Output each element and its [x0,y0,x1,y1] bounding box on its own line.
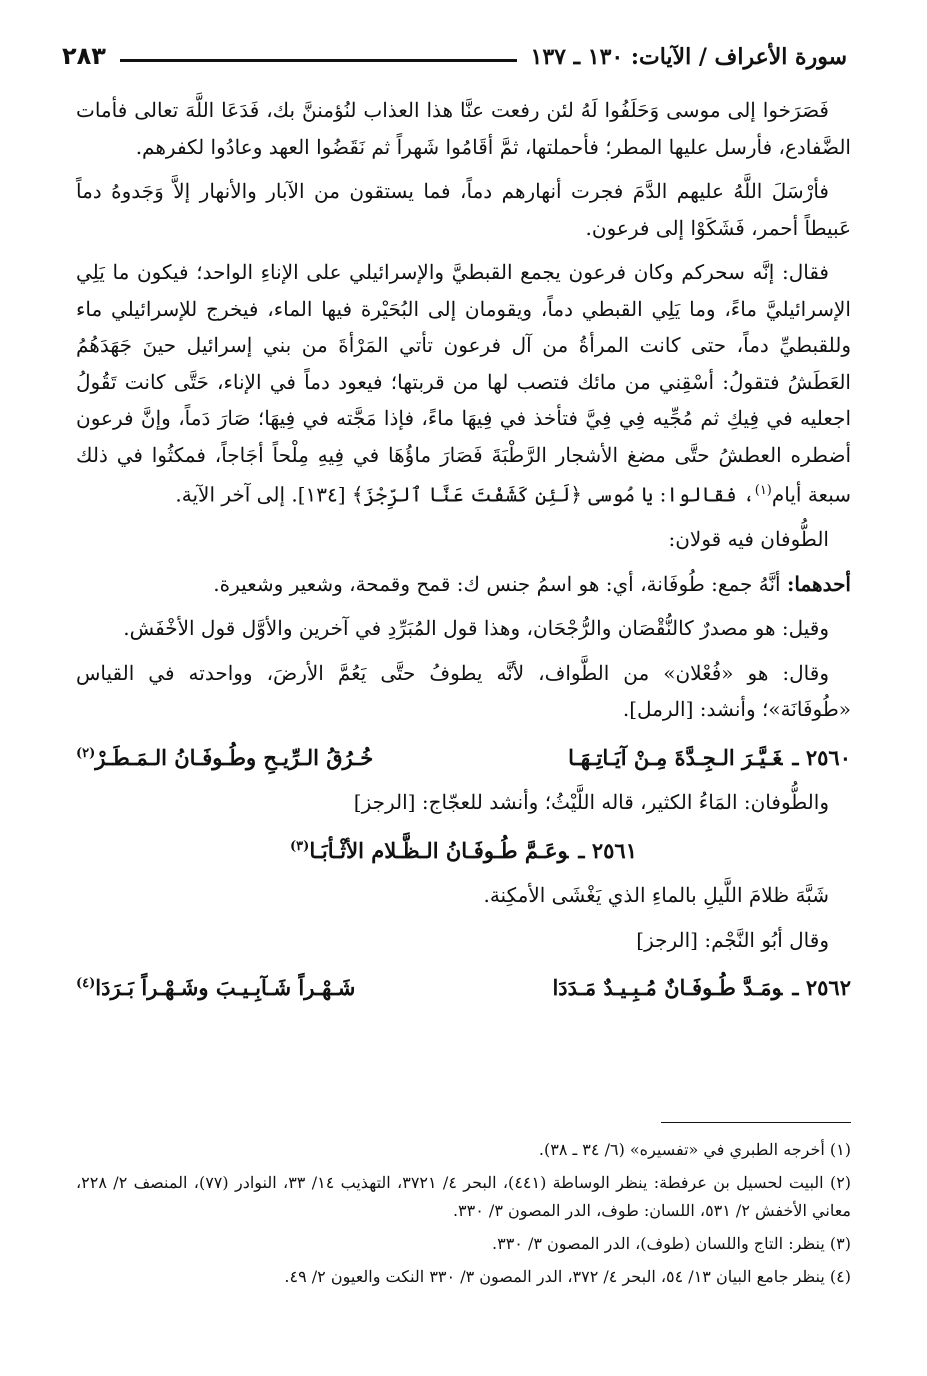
verse-text: ومَـدَّ طُـوفَـانٌ مُـبِـيـدٌ مَـدَدَا [552,975,783,1001]
poem-verse-2561 [76,829,851,870]
footnote: (٤) ينظر جامع البيان ١٣/ ٥٤، البحر ٤/ ٣٧٢، الدر المصون ٣/ ٣٣٠ النكت والعيون ٢/ ٤٩. [284,1267,851,1286]
poem-verse-2560 [76,736,851,777]
paragraph: والطُّوفان: المَاءُ الكثير، قاله اللَّيْثُ؛ وأنشد للعجّاج: [الرجز] [353,790,829,815]
paragraph: فأرْسَلَ اللَّهُ عليهم الدَّمَ فجرت أنهارهم دماً، فما يستقون من الآبار والأنهار إلاَّ وَجَدوهُ دماً عَبيطاً أحمر، فَشَكَوْا إلى فرعون. [76,179,851,240]
footnote: (٣) ينظر: التاج واللسان (طوف)، الدر المصون ٣/ ٣٣٠. [492,1234,851,1253]
verse-number: ٢٥٦٠ ـ [792,744,851,770]
paragraph: وقال: هو «فُعْلان» من الطَّواف، لأنَّه يطوفُ حتَّى يَعُمَّ الأرضَ، وواحدته في القياس «طُوفَانَة»؛ وأنشد: [الرمل]. [76,660,851,722]
ahaduhuma-label: أحدهما: [786,571,851,596]
verse-text: غَـيَّـرَ الـجِـدَّةَ مِـنْ آيَـاتِـهَـا [568,744,783,770]
paragraph: شَبَّهَ ظلامَ اللَّيلِ بالماءِ الذي يَغْشَى الأمكِنة. [483,883,829,908]
paragraph [76,566,851,603]
main-text [76,92,851,1015]
paragraph-text: فقال: إنَّه سحركم وكان فرعون يجمع القبطيَّ والإسرائيلي على الإناءِ الواحد؛ فيكون ما يَلِي الإسرائيليَّ ماءً، وما يَلِي القبطي دماً، ويقومان إلى البُحَيْرة فيها الماء، فيخرج للإسرائيلي ماء وللقبطيِّ دماً، حتى كانت المرأةُ من آل فرعون تأتي المَرْأةَ من بني إسرائيل حينَ جَهَدَهُمُ العَطَشُ فتقولُ: أسْقِني من مائك فتصب لها من قربتها؛ فيعود دماً في الإناء، حَتَّى كانت تَقُولُ اجعليه في فِيكِ ثم مُجِّيه فِي فِيَّ فتأخذ في فِيهَا ماءً، فإذا مَجَّته في فِيهَا؛ صَارَ دَماً، وإنَّ فرعون أضطره العطشُ حتَّى مضغ الأشجار الرَّطْبَةَ فَصَارَ ماؤُهَا في فِيهِ مِلْحاً أجَاجاً، فمكثُوا في ذلك سبعة أيام [76,260,851,507]
quran-quote: ﴿لَئِن كَشَفْتَ عَنَّا ٱلرِّجْزَ﴾ [١٣٤]. إلى آخر الآية. [175,482,582,507]
footnote-ref: (٤) [76,976,96,992]
paragraph-text: ، فقالوا: يا مُوسى [588,482,755,507]
paragraph: الطُّوفان فيه قولان: [668,527,829,552]
footnote-ref: (٣) [290,838,310,854]
footnote: (١) أخرجه الطبري في «تفسيره» (٦/ ٣٤ ـ ٣٨). [538,1140,851,1159]
verse-text: شَـهْـراً شَـآبِـيـبَ وشَـهْـراً بَـرَدَا [95,975,356,1001]
verse-second-hemistich [76,736,373,777]
header-rule [120,59,517,62]
footnote-separator [661,1122,851,1123]
footnotes [76,1136,851,1296]
verse-first-hemistich [552,970,851,1007]
verse-number: ٢٥٦٢ ـ [792,975,851,1001]
poem-verse-2562 [76,966,851,1007]
verse-text: خُـرُقُ الـرِّيـحِ وطُـوفَـانُ الـمَـطَـرْ [95,744,374,770]
page-header-title: سورة الأعراف / الآيات: ١٣٠ ـ ١٣٧ [530,44,847,70]
verse-text: وعَـمَّ طُـوفَـانُ الـظَّـلام الأثْـأبَـا [309,837,569,863]
page-number: ٢٨٣ [62,42,106,70]
page-header [62,34,847,70]
verse-number: ٢٥٦١ ـ [578,837,637,863]
paragraph: وقيل: هو مصدرٌ كالنُّقْصَان والرُّجْحَان، وهذا قول المُبَرِّدِ في آخرين والأوَّل قول الأخْفَش. [123,616,829,641]
paragraph: فَصَرَخوا إلى موسى وَحَلَفُوا لَهُ لئن رفعت عنَّا هذا العذاب لنُؤمننَّ بك، فَدَعَا اللَّهَ تعالى فأمات الضَّفادع، فأرسل عليها المطر؛ فأحملتها، ثمَّ أقَامُوا شَهراً ثم نَقَضُوا العهد وعادُوا لكفرهم. [76,98,851,159]
footnote: (٢) البيت لحسيل بن عرفطة: ينظر الوساطة (٤٤١)، البحر ٤/ ٣٧٢١، التهذيب ١٤/ ٣٣، النوادر (٧٧)، المنصف ٢/ ٢٢٨، معاني الأخفش ٢/ ٥٣١، اللسان: طوف، الدر المصون ٣/ ٣٣٠. [76,1173,852,1220]
verse-second-hemistich [76,966,355,1007]
paragraph-text: أنَّهُ جمع: طُوفَانة، أي: هو اسمُ جنس ك: قمح وقمحة، وشعير وشعيرة. [213,571,781,596]
footnote-ref: (١) [754,483,772,498]
paragraph [76,254,851,513]
verse-first-hemistich [568,740,851,777]
paragraph: وقال أبُو النَّجْم: [الرجز] [636,927,829,952]
footnote-ref: (٢) [76,745,96,761]
